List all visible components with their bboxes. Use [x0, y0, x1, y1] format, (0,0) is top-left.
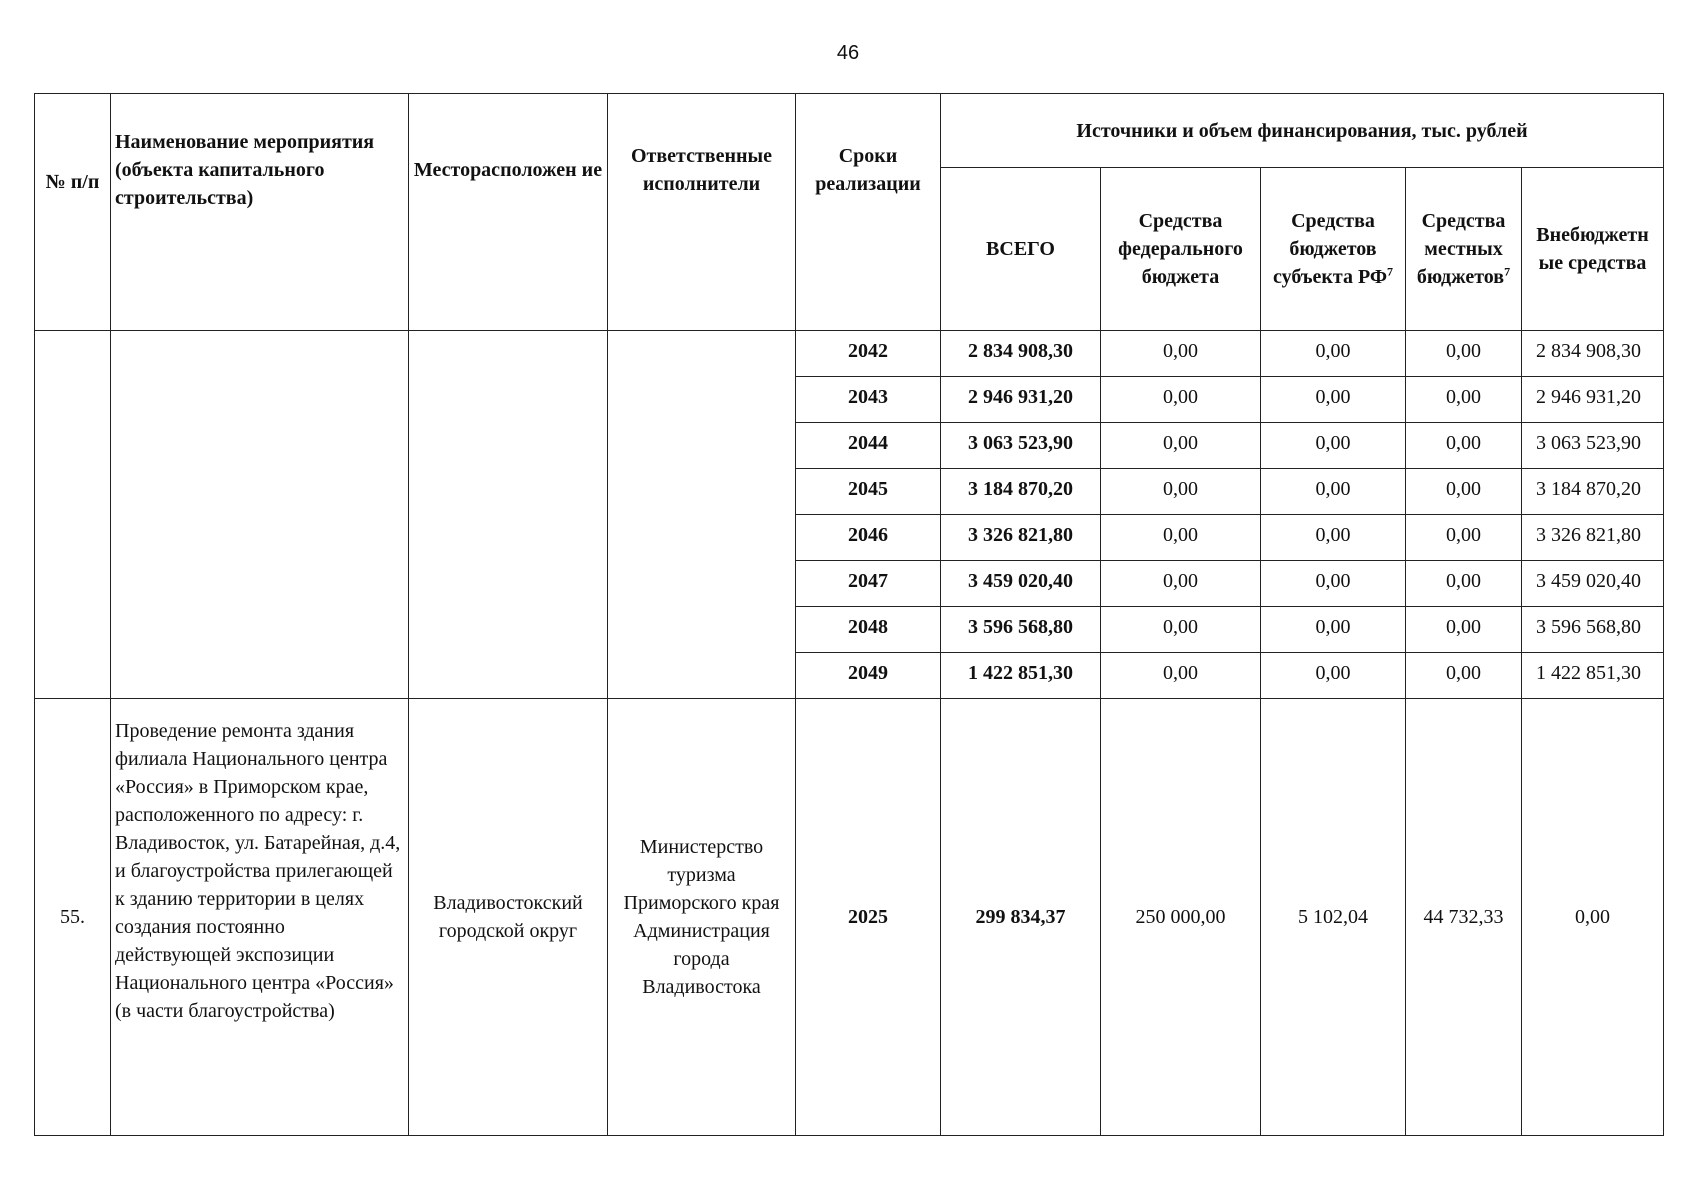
cell-local: 0,00 — [1406, 607, 1522, 653]
header-local — [1406, 168, 1522, 331]
page-number: 46 — [836, 42, 860, 64]
header-executors: Ответственные исполнители — [608, 94, 796, 331]
cell-subject: 0,00 — [1261, 561, 1406, 607]
cell-subject: 5 102,04 — [1261, 699, 1406, 1136]
cell-federal: 0,00 — [1101, 423, 1261, 469]
cell-federal: 0,00 — [1101, 653, 1261, 699]
cell-subject: 0,00 — [1261, 469, 1406, 515]
cell-total: 3 596 568,80 — [941, 607, 1101, 653]
cell-total: 3 063 523,90 — [941, 423, 1101, 469]
header-subject-sup: 7 — [1387, 264, 1394, 279]
cell-extra: 3 184 870,20 — [1522, 469, 1664, 515]
header-extra: Внебюджетн ые средства — [1522, 168, 1664, 331]
header-total: ВСЕГО — [941, 168, 1101, 331]
cell-total: 2 834 908,30 — [941, 331, 1101, 377]
cell-year: 2025 — [796, 699, 941, 1136]
cell-federal: 0,00 — [1101, 331, 1261, 377]
cell-federal: 0,00 — [1101, 561, 1261, 607]
cell-local: 44 732,33 — [1406, 699, 1522, 1136]
header-location: Месторасположен ие — [409, 94, 608, 331]
cell-year: 2045 — [796, 469, 941, 515]
cell-local: 0,00 — [1406, 331, 1522, 377]
cell-federal: 250 000,00 — [1101, 699, 1261, 1136]
cell-extra: 3 063 523,90 — [1522, 423, 1664, 469]
cell-total: 3 459 020,40 — [941, 561, 1101, 607]
cell-extra: 3 596 568,80 — [1522, 607, 1664, 653]
header-name: Наименование мероприятия (объекта капитального строительства) — [111, 94, 409, 331]
table-row — [35, 699, 1664, 1136]
cell-name-blank — [111, 331, 409, 699]
cell-subject: 0,00 — [1261, 653, 1406, 699]
header-local-sup: 7 — [1504, 264, 1511, 279]
cell-total: 2 946 931,20 — [941, 377, 1101, 423]
cell-executors: Министерство туризма Приморского края Администрация города Владивостока — [608, 699, 796, 1136]
funding-table — [34, 93, 1664, 1136]
cell-location: Владивостокский городской округ — [409, 699, 608, 1136]
cell-year: 2047 — [796, 561, 941, 607]
cell-executors-blank — [608, 331, 796, 699]
cell-location-blank — [409, 331, 608, 699]
header-row-1 — [35, 94, 1664, 168]
cell-federal: 0,00 — [1101, 515, 1261, 561]
cell-subject: 0,00 — [1261, 515, 1406, 561]
cell-subject: 0,00 — [1261, 331, 1406, 377]
cell-num-blank — [35, 331, 111, 699]
cell-subject: 0,00 — [1261, 377, 1406, 423]
cell-local: 0,00 — [1406, 561, 1522, 607]
cell-extra: 3 326 821,80 — [1522, 515, 1664, 561]
cell-total: 299 834,37 — [941, 699, 1101, 1136]
header-federal: Средства федерального бюджета — [1101, 168, 1261, 331]
cell-extra: 2 834 908,30 — [1522, 331, 1664, 377]
cell-federal: 0,00 — [1101, 377, 1261, 423]
cell-subject: 0,00 — [1261, 607, 1406, 653]
cell-year: 2042 — [796, 331, 941, 377]
cell-num: 55. — [35, 699, 111, 1136]
cell-year: 2049 — [796, 653, 941, 699]
table-row — [35, 331, 1664, 377]
cell-year: 2044 — [796, 423, 941, 469]
cell-federal: 0,00 — [1101, 469, 1261, 515]
cell-year: 2046 — [796, 515, 941, 561]
cell-federal: 0,00 — [1101, 607, 1261, 653]
cell-year: 2048 — [796, 607, 941, 653]
cell-total: 3 326 821,80 — [941, 515, 1101, 561]
cell-local: 0,00 — [1406, 653, 1522, 699]
header-terms: Сроки реализации — [796, 94, 941, 331]
header-subject-label: Средства бюджетов субъекта РФ — [1272, 210, 1388, 288]
header-subject — [1261, 168, 1406, 331]
cell-subject: 0,00 — [1261, 423, 1406, 469]
cell-extra: 0,00 — [1522, 699, 1664, 1136]
cell-total: 3 184 870,20 — [941, 469, 1101, 515]
cell-local: 0,00 — [1406, 515, 1522, 561]
cell-extra: 2 946 931,20 — [1522, 377, 1664, 423]
cell-extra: 3 459 020,40 — [1522, 561, 1664, 607]
header-local-label: Средства местных бюджетов — [1416, 210, 1506, 288]
cell-total: 1 422 851,30 — [941, 653, 1101, 699]
cell-extra: 1 422 851,30 — [1522, 653, 1664, 699]
cell-local: 0,00 — [1406, 469, 1522, 515]
cell-year: 2043 — [796, 377, 941, 423]
header-funding: Источники и объем финансирования, тыс. рублей — [941, 94, 1664, 168]
cell-local: 0,00 — [1406, 377, 1522, 423]
header-num: № п/п — [35, 94, 111, 331]
cell-name: Проведение ремонта здания филиала Национального центра «Россия» в Приморском крае, расположенного по адресу: г. Владивосток, ул. Батарейная, д.4, и благоустройства прилегающей к зданию территории в целях создания постоянно действующей экспозиции Национального центра «Россия» (в части благоустройства) — [111, 699, 409, 1136]
cell-local: 0,00 — [1406, 423, 1522, 469]
